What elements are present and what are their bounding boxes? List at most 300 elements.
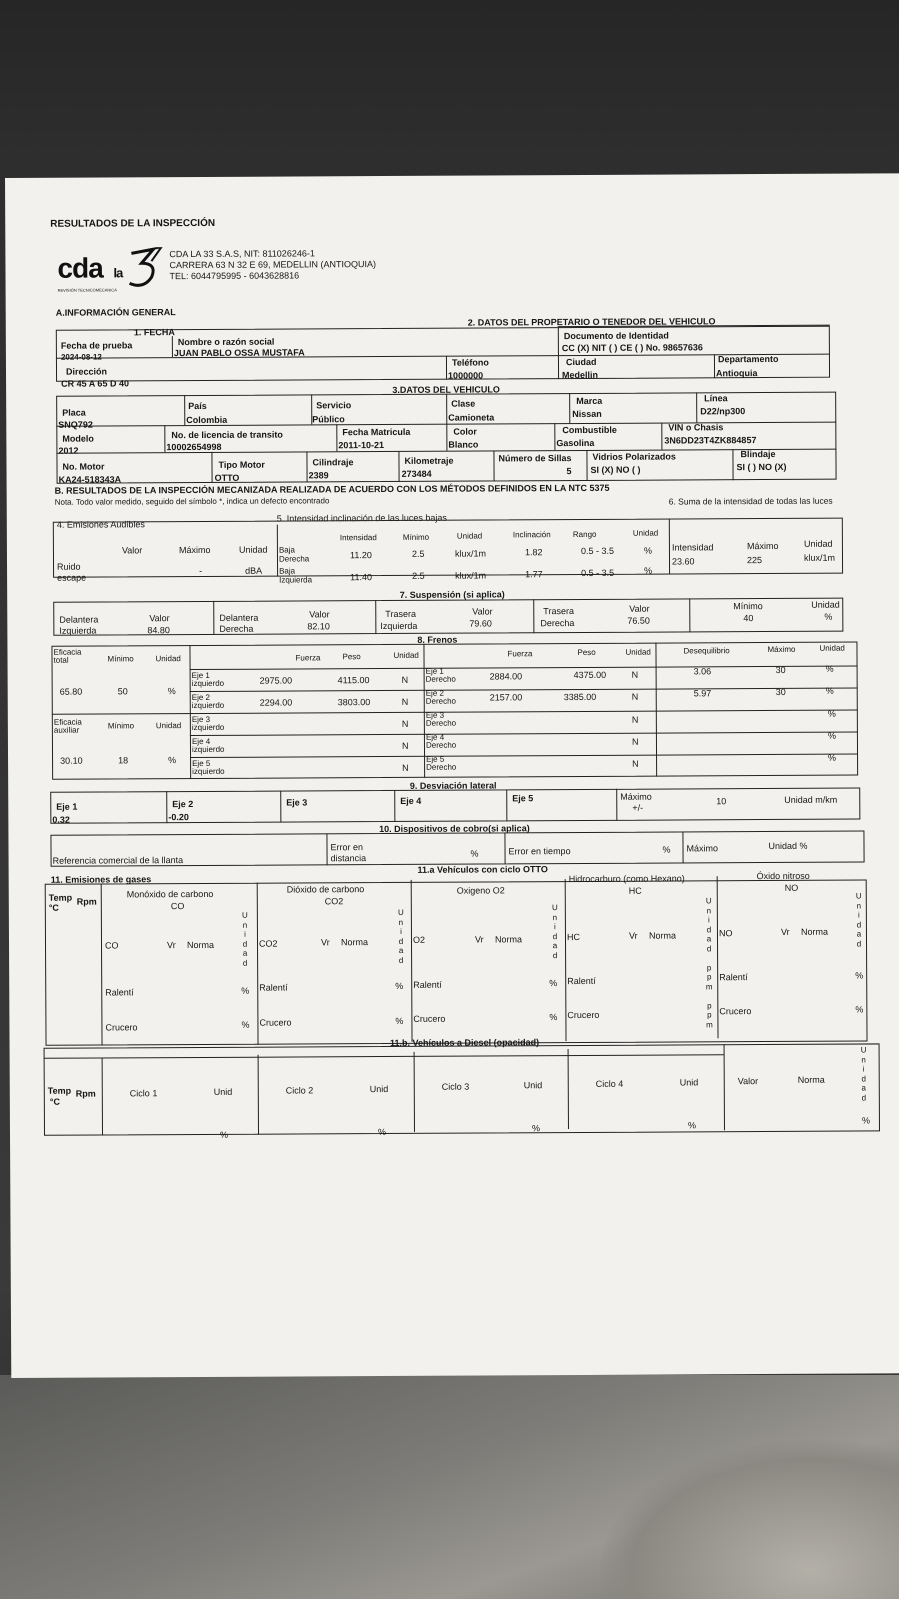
- ciclo4-label: Ciclo 4: [595, 1078, 624, 1089]
- co2-crucero-pct: %: [395, 1015, 404, 1026]
- tra-izq-value: 79.60: [469, 618, 492, 629]
- doc-label: Documento de Identidad: [563, 330, 669, 342]
- diesel-rpm-label: Rpm: [75, 1088, 96, 1099]
- section-b-title: B. RESULTADOS DE LA INSPECCIÓN MECANIZADA REALIZADA DE ACUERDO CON LOS MÉTODOS DEFINIDOS EN LA NTC 5375: [54, 482, 610, 496]
- co-ralenti: Ralentí: [105, 987, 134, 998]
- desv-eje1-value: 0.32: [52, 814, 70, 825]
- co2-crucero: Crucero: [259, 1017, 292, 1028]
- baja-izquierda-label-1: Baja: [279, 566, 296, 576]
- co-vr: Vr: [166, 940, 176, 951]
- eje5-der-unit: N: [632, 758, 639, 769]
- izq-unit-header: Unidad: [393, 650, 419, 660]
- eje5-izq-label: Eje 5: [192, 758, 211, 769]
- co-label: CO: [104, 940, 119, 951]
- luz-der-int: 11.20: [349, 550, 372, 561]
- luces-title: 5. Intensidad inclinación de las luces bajas: [276, 512, 447, 524]
- luz-izq-range: 0.5 - 3.5: [581, 567, 615, 578]
- licencia-label: No. de licencia de transito: [171, 429, 283, 441]
- linea-label: Línea: [704, 393, 728, 404]
- no-subtitle: NO: [784, 882, 799, 893]
- o2-crucero-pct: %: [549, 1012, 558, 1023]
- divider: [504, 832, 505, 864]
- eje1-izq-unit: N: [401, 674, 409, 685]
- divider: [506, 789, 507, 821]
- cilindraje-label: Cilindraje: [312, 457, 354, 468]
- luz-der-range: 0.5 - 3.5: [580, 545, 615, 556]
- pais-label: País: [188, 400, 207, 412]
- error-dist-label-2: distancia: [330, 853, 367, 864]
- suspension-title: 7. Suspensión (si aplica): [399, 589, 505, 600]
- company-name: CDA LA 33 S.A.S, NIT: 811026246-1: [169, 248, 315, 260]
- divider: [446, 394, 447, 424]
- diesel-norma-label: Norma: [797, 1074, 825, 1085]
- ciclo2-label: Ciclo 2: [285, 1085, 314, 1096]
- desv-unit: Unidad m/km: [784, 794, 838, 805]
- desv-eje2-value: -0.20: [168, 812, 189, 823]
- ciudad-label: Ciudad: [565, 356, 597, 368]
- eje1-der-label: Eje 1: [425, 666, 444, 676]
- ruido-unit-value: dBA: [245, 565, 263, 576]
- hc-norma: Norma: [648, 930, 677, 941]
- no-ralenti-pct: %: [855, 970, 864, 981]
- eje3-der-unit: N: [631, 714, 639, 725]
- hc-subtitle: HC: [628, 885, 642, 896]
- eje3-izq-label-2: izquierdo: [191, 722, 225, 733]
- eje2-der-unit: N: [631, 691, 639, 702]
- ef-total-value: 65.80: [59, 686, 83, 697]
- ciclo3-pct: %: [531, 1123, 541, 1134]
- del-der-value: 82.10: [307, 621, 330, 632]
- del-der-valor-label: Valor: [309, 609, 330, 620]
- luz-der-inc: 1.82: [524, 547, 543, 558]
- eje2-izq-unit: N: [401, 696, 409, 707]
- deseq-4-pct: %: [827, 730, 836, 741]
- divider: [211, 452, 212, 483]
- eje1-der-label-2: Derecho: [425, 674, 456, 684]
- dir-value: CR 45 A 65 D 40: [61, 378, 129, 389]
- no-crucero: Crucero: [719, 1006, 752, 1017]
- deseq-max-header: Máximo: [767, 644, 796, 655]
- ef-total-unit-header: Unidad: [155, 654, 181, 664]
- suma-int-value: 23.60: [671, 556, 695, 567]
- combustible-value: Gasolina: [556, 437, 595, 449]
- gases-title: 11. Emisiones de gases: [50, 874, 152, 885]
- section-a-title: A.INFORMACIÓN GENERAL: [55, 307, 176, 318]
- susp-unit-value: %: [824, 611, 833, 622]
- diesel-temp-unit: °C: [49, 1096, 60, 1107]
- izq-fuerza-header: Fuerza: [295, 653, 321, 663]
- desv-eje1-label: Eje 1: [56, 801, 78, 812]
- no-label: NO: [718, 928, 733, 939]
- sillas-value: 5: [566, 466, 572, 477]
- eje5-der-label: Eje 5: [426, 754, 445, 764]
- vin-value: 3N6DD23T4ZK884857: [664, 435, 757, 446]
- ruido-max-value: -: [199, 565, 203, 576]
- luces-inc-header: Inclinación: [512, 530, 551, 540]
- eje2-izq-label-2: izquierdo: [191, 700, 225, 711]
- company-logo: [57, 247, 167, 304]
- ef-aux-min: 18: [118, 755, 129, 766]
- color-label: Color: [453, 426, 477, 437]
- blindaje-value: SI ( ) NO (X): [736, 461, 787, 473]
- ef-aux-label-2: auxiliar: [53, 725, 80, 735]
- ciclo3-unid: Unid: [523, 1080, 543, 1091]
- clase-value: Camioneta: [448, 412, 495, 423]
- hc-vr: Vr: [628, 930, 638, 941]
- deseq-1-value: 3.06: [693, 666, 712, 677]
- placa-value: SNQ792: [58, 419, 93, 430]
- deseq-1-pct: %: [825, 663, 834, 674]
- sillas-label: Número de Sillas: [498, 453, 572, 464]
- suma-max-value: 225: [746, 555, 763, 566]
- divider: [280, 791, 281, 823]
- eje4-izq-unit: N: [401, 740, 409, 751]
- deseq-1-max: 30: [775, 664, 786, 675]
- eje3-der-label-2: Derecho: [425, 718, 457, 728]
- deseq-2-max: 30: [775, 686, 786, 697]
- der-peso-header: Peso: [577, 647, 596, 658]
- dir-label: Dirección: [65, 366, 108, 377]
- eje2-der-fuerza: 2157.00: [489, 692, 523, 703]
- baja-derecha-label-1: Baja: [278, 545, 295, 555]
- otto-temp-unit: °C: [48, 902, 59, 913]
- divider: [689, 598, 690, 632]
- servicio-label: Servicio: [316, 400, 352, 411]
- owner-title: 2. DATOS DEL PROPETARIO O TENEDOR DEL VEHICULO: [467, 316, 716, 328]
- desv-eje2-label: Eje 2: [172, 799, 194, 810]
- o2-ralenti-pct: %: [549, 978, 558, 989]
- eje1-izq-label-2: izquierdo: [191, 678, 225, 689]
- deseq-header: Desequilibrio: [683, 646, 730, 656]
- desv-eje4-label: Eje 4: [400, 795, 422, 806]
- o2-label: O2: [412, 934, 426, 945]
- eje2-der-label-2: Derecho: [425, 696, 457, 706]
- del-der-label-2: Derecha: [219, 623, 254, 634]
- divider: [533, 599, 534, 633]
- tel-value: 1000000: [448, 370, 484, 381]
- baja-derecha-label-2: Derecha: [278, 554, 310, 564]
- depto-label: Departamento: [717, 353, 779, 365]
- otto-temp-label: Temp: [48, 892, 73, 903]
- susp-unit-label: Unidad: [811, 599, 840, 610]
- section-b-note: Nota. Todo valor medido, seguido del símbolo *, indica un defecto encontrado: [54, 496, 330, 507]
- divider: [336, 424, 337, 451]
- diesel-pct: %: [861, 1115, 870, 1126]
- company-phone: TEL: 6044795995 - 6043628816: [169, 270, 300, 282]
- tel-label: Teléfono: [451, 357, 489, 368]
- baja-izquierda-label-2: Izquierda: [279, 575, 313, 585]
- referencia-llanta-label: Referencia comercial de la llanta: [52, 855, 184, 866]
- modelo-label: Modelo: [62, 433, 94, 444]
- divider: [394, 790, 395, 822]
- ciudad-value: Medellin: [562, 369, 599, 381]
- suma-max-label: Máximo: [746, 540, 779, 552]
- ruido-unit-header: Unidad: [238, 544, 268, 555]
- deseq-3-pct: %: [827, 708, 836, 719]
- luces-unit2-header: Unidad: [632, 528, 659, 538]
- del-izq-label-1: Delantera: [59, 614, 99, 625]
- modelo-value: 2012: [58, 445, 79, 456]
- error-dist-pct: %: [470, 848, 479, 859]
- hc-ppm-vertical: U n i d a d p p m p p m: [705, 896, 713, 1029]
- nombre-value: JUAN PABLO OSSA MUSTAFA: [173, 347, 305, 359]
- luz-izq-min: 2.5: [412, 570, 425, 581]
- cobro-title: 10. Dispositivos de cobro(si aplica): [379, 823, 530, 835]
- vin-label: VIN o Chasis: [668, 422, 724, 433]
- divider: [446, 424, 447, 451]
- co-crucero-pct: %: [241, 1019, 250, 1030]
- tra-izq-label-2: Izquierda: [380, 620, 418, 632]
- luces-int-header: Intensidad: [339, 533, 377, 543]
- luz-izq-int: 11.40: [350, 572, 372, 583]
- ef-aux-label-1: Eficacia: [53, 717, 82, 727]
- co2-unidad-vertical: U n i d a d: [397, 907, 404, 965]
- eje2-der-label: Eje 2: [425, 688, 444, 698]
- luz-izq-unit: klux/1m: [455, 570, 487, 581]
- diesel-valor-label: Valor: [737, 1076, 759, 1087]
- marca-value: Nissan: [572, 408, 602, 420]
- desv-max-sign: +/-: [632, 802, 644, 813]
- depto-value: Antioquia: [716, 368, 758, 379]
- co-norma: Norma: [186, 939, 215, 951]
- desv-eje3-label: Eje 3: [286, 797, 308, 808]
- ef-aux-value: 30.10: [60, 755, 83, 766]
- eje2-izq-label: Eje 2: [191, 692, 210, 703]
- co2-ralenti: Ralentí: [259, 982, 288, 993]
- suspension-table: [53, 598, 843, 636]
- suma-int-label: Intensidad: [671, 542, 714, 553]
- ciclo2-pct: %: [377, 1127, 387, 1138]
- ruido-max-header: Máximo: [178, 544, 211, 556]
- ruido-valor-header: Valor: [121, 545, 143, 556]
- del-der-label-1: Delantera: [219, 612, 259, 623]
- error-tiempo-label: Error en tiempo: [508, 846, 571, 857]
- linea-value: D22/np300: [700, 406, 746, 417]
- deseq-2-pct: %: [825, 685, 834, 696]
- ef-total-label-2: total: [53, 655, 69, 665]
- divider: [569, 393, 570, 423]
- eje4-izq-label-2: izquierdo: [191, 744, 225, 755]
- tipo-motor-value: OTTO: [214, 472, 240, 483]
- ef-total-min-header: Mínimo: [107, 654, 134, 664]
- diesel-unidad-vertical: U n i d a d: [860, 1045, 867, 1103]
- blindaje-label: Blindaje: [740, 448, 776, 460]
- matricula-value: 2011-10-21: [338, 440, 384, 451]
- divider: [166, 791, 167, 823]
- co-crucero: Crucero: [105, 1022, 138, 1033]
- no-vr: Vr: [780, 926, 790, 937]
- vidrios-label: Vidrios Polarizados: [592, 451, 676, 462]
- fecha-value: 2024-08-12: [60, 352, 102, 362]
- eje1-der-peso: 4375.00: [573, 669, 607, 681]
- divider: [164, 425, 165, 452]
- logo-subtext: REVISIÓN TECNICOMECANICA: [57, 287, 117, 293]
- placa-label: Placa: [62, 407, 86, 418]
- deseq-5-pct: %: [828, 752, 837, 763]
- nombre-label: Nombre o razón social: [177, 336, 275, 348]
- deseq-unit-header: Unidad: [819, 643, 845, 653]
- vidrios-value: SI (X) NO ( ): [590, 464, 641, 475]
- eje1-izq-label: Eje 1: [191, 670, 210, 681]
- doc-value: CC (X) NIT ( ) CE ( ) No. 98657636: [561, 342, 703, 354]
- desv-eje5-label: Eje 5: [512, 793, 534, 804]
- ef-aux-pct: %: [168, 755, 177, 766]
- del-izq-valor-label: Valor: [149, 613, 170, 624]
- eje1-izq-fuerza: 2975.00: [259, 675, 293, 686]
- eje1-izq-peso: 4115.00: [337, 675, 370, 686]
- escape-label: escape: [57, 572, 87, 583]
- servicio-value: Público: [312, 414, 345, 425]
- vehicle-title: 3.DATOS DEL VEHICULO: [392, 384, 500, 395]
- divider: [696, 392, 697, 422]
- eje3-izq-label: Eje 3: [191, 714, 211, 725]
- divider: [586, 450, 587, 481]
- eje4-der-label: Eje 4: [425, 732, 445, 742]
- luz-izq-inc: 1.77: [525, 569, 543, 580]
- eje5-izq-label-2: izquierdo: [192, 766, 225, 777]
- no-ralenti: Ralentí: [719, 972, 748, 983]
- ruido-label: Ruido: [57, 561, 81, 572]
- suma-title: 6. Suma de la intensidad de todas las luces: [668, 495, 833, 507]
- tra-der-value: 76.50: [627, 615, 650, 626]
- suma-unit-label: Unidad: [803, 538, 833, 549]
- document-title: RESULTADOS DE LA INSPECCIÓN: [50, 217, 216, 230]
- izq-peso-header: Peso: [342, 652, 361, 662]
- fecha-label: Fecha de prueba: [60, 340, 133, 351]
- diesel-temp-label: Temp: [47, 1085, 72, 1096]
- divider: [398, 451, 399, 482]
- marca-label: Marca: [576, 395, 603, 407]
- ciclo4-pct: %: [687, 1120, 697, 1131]
- eje4-der-unit: N: [631, 736, 639, 747]
- divider: [493, 450, 494, 481]
- co2-vr: Vr: [320, 937, 330, 948]
- divider: [375, 600, 376, 634]
- susp-min-value: 40: [743, 613, 754, 624]
- divider: [616, 789, 617, 821]
- ciclo1-label: Ciclo 1: [129, 1088, 158, 1099]
- motor-label: No. Motor: [62, 461, 105, 472]
- tipo-motor-label: Tipo Motor: [218, 459, 265, 470]
- eje2-der-peso: 3385.00: [563, 691, 597, 703]
- del-izq-label-2: Izquierda: [59, 625, 97, 636]
- co2-norma: Norma: [340, 937, 369, 948]
- error-dist-label-1: Error en: [330, 842, 364, 853]
- cilindraje-value: 2389: [308, 470, 329, 481]
- ciclo4-unid: Unid: [679, 1077, 699, 1088]
- no-unidad-vertical: U n i d a d: [855, 891, 862, 949]
- co2-ralenti-pct: %: [395, 980, 404, 991]
- luz-der-min: 2.5: [411, 548, 425, 559]
- color-value: Blanco: [448, 439, 479, 450]
- tra-der-valor-label: Valor: [629, 603, 650, 614]
- matricula-label: Fecha Matricula: [342, 426, 411, 438]
- tra-izq-valor-label: Valor: [472, 606, 493, 617]
- hc-crucero: Crucero: [567, 1009, 600, 1021]
- desviacion-title: 9. Desviación lateral: [409, 780, 497, 791]
- divider: [661, 423, 662, 450]
- divider: [682, 831, 683, 863]
- kilometraje-value: 273484: [401, 468, 432, 479]
- inspection-document: [5, 173, 899, 1378]
- o2-vr: Vr: [474, 934, 484, 945]
- divider: [714, 354, 715, 378]
- otto-rpm-label: Rpm: [76, 896, 97, 907]
- no-title: Óxido nitroso: [756, 870, 810, 882]
- o2-unidad-vertical: U n i d a d: [551, 903, 558, 960]
- der-unit-header: Unidad: [625, 647, 651, 657]
- hc-ralenti: Ralentí: [567, 975, 596, 987]
- eje1-der-fuerza: 2884.00: [489, 671, 523, 682]
- motor-value: KA24-518343A: [58, 474, 122, 485]
- combustible-label: Combustible: [562, 424, 617, 436]
- suma-unit-value: klux/1m: [803, 552, 836, 563]
- divider: [446, 356, 447, 380]
- ciclo3-label: Ciclo 3: [441, 1081, 470, 1092]
- divider: [172, 336, 173, 357]
- co-title: Monóxido de carbono: [126, 888, 214, 900]
- ciclo1-pct: %: [219, 1129, 229, 1140]
- o2-norma: Norma: [494, 934, 523, 945]
- company-address: CARRERA 63 N 32 E 69, MEDELLIN (ANTIOQUIA): [169, 259, 377, 271]
- eje2-izq-fuerza: 2294.00: [259, 697, 293, 708]
- luz-der-unit: klux/1m: [454, 548, 487, 559]
- divider: [326, 833, 327, 865]
- error-tiempo-pct: %: [662, 844, 671, 855]
- co-ralenti-pct: %: [241, 985, 250, 996]
- luces-range-header: Rango: [572, 529, 597, 540]
- tra-izq-label-1: Trasera: [385, 608, 417, 620]
- o2-crucero: Crucero: [413, 1013, 446, 1024]
- hc-label: HC: [566, 931, 581, 943]
- fecha-title: 1. FECHA: [133, 327, 175, 338]
- pais-value: Colombia: [186, 414, 228, 426]
- luces-min-header: Mínimo: [402, 532, 430, 542]
- o2-ralenti: Ralentí: [413, 979, 442, 990]
- licencia-value: 10002654998: [166, 441, 222, 453]
- ef-total-min: 50: [117, 686, 128, 697]
- diesel-title: 11.b. Vehículos a Diesel (opacidad): [389, 1037, 540, 1048]
- no-norma: Norma: [800, 926, 828, 937]
- eje2-izq-peso: 3803.00: [337, 697, 371, 708]
- ef-aux-min-header: Mínimo: [107, 721, 135, 731]
- eje3-der-label: Eje 3: [425, 710, 445, 720]
- eje5-izq-unit: N: [402, 762, 409, 773]
- tra-der-label-2: Derecha: [540, 618, 575, 629]
- co-unidad-vertical: U n i d a d: [241, 910, 248, 968]
- luz-der-pct: %: [643, 545, 653, 556]
- co2-title: Dióxido de carbono: [286, 884, 365, 895]
- co-subtitle: CO: [170, 901, 185, 912]
- no-crucero-pct: %: [855, 1004, 864, 1015]
- luz-izq-pct: %: [644, 565, 653, 576]
- eje4-der-label-2: Derecho: [425, 740, 457, 750]
- co2-subtitle: CO2: [324, 896, 344, 907]
- emisiones-title: 4. Emisiones Audibles: [56, 519, 145, 530]
- eje5-der-label-2: Derecho: [426, 762, 457, 772]
- o2-title: Oxigeno O2: [456, 885, 505, 896]
- eje3-izq-unit: N: [401, 718, 409, 729]
- del-izq-value: 84.80: [147, 625, 170, 636]
- ciclo2-unid: Unid: [369, 1084, 389, 1095]
- divider: [213, 601, 214, 635]
- eje1-der-unit: N: [631, 669, 639, 680]
- luces-unit-header: Unidad: [456, 531, 483, 541]
- ef-total-label-1: Eficacia: [53, 647, 82, 657]
- desv-max-value: 10: [716, 796, 727, 807]
- divider: [184, 395, 185, 425]
- tra-der-label-1: Trasera: [543, 606, 574, 617]
